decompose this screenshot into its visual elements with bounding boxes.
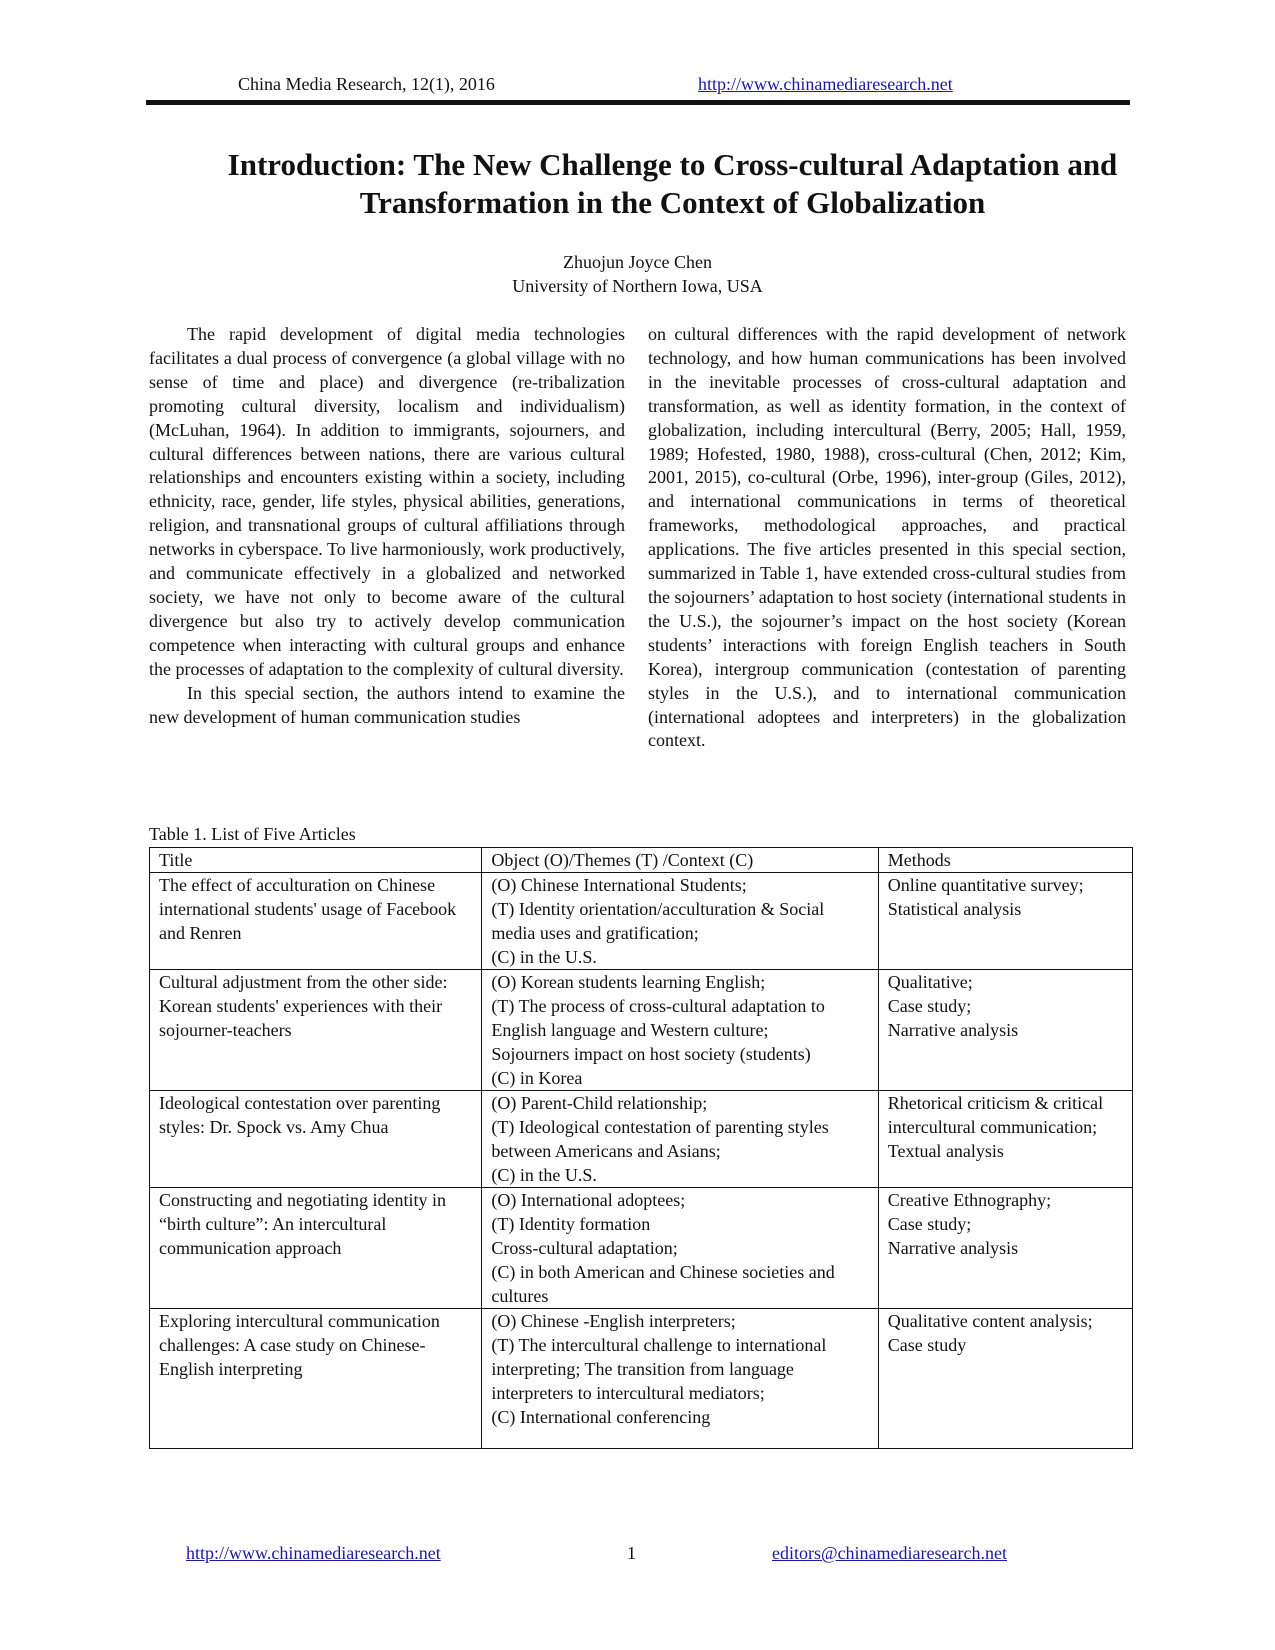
article-title-cell: Constructing and negotiating identity in “birth culture”: An intercultural communication approach [150,1188,482,1309]
object-themes-cell: (O) Parent-Child relationship; (T) Ideological contestation of parenting styles between Americans and Asians; (C) in the U.S. [482,1091,878,1188]
body-paragraph: on cultural differences with the rapid development of network technology, and how human communications has been involved in the inevitable processes of cross-cultural adaptation and transformation, as well as identity formation, in the context of globalization, including intercultural (Berry, 2005; Hall, 1959, 1989; Hofested, 1980, 1988), cross-cultural (Chen, 2012; Kim, 2001, 2015), co-cultural (Orbe, 1996), inter-group (Giles, 2012), and international communications in terms of theoretical frameworks, methodological approaches, and practical applications. The five articles presented in this special section, summarized in Table 1, have extended cross-cultural studies from the sojourners’ adaptation to host society (international students in the U.S.), the sojourner’s impact on the host society (Korean students’ interactions with foreign English teachers in South Korea), intergroup communication (contestation of parenting styles in the U.S.), and to international communication (international adoptees and interpreters) in the globalization context. [648,324,1126,751]
object-themes-cell: (O) International adoptees; (T) Identity formation Cross-cultural adaptation; (C) in both American and Chinese societies and cultures [482,1188,878,1309]
column-header: Title [150,848,482,873]
methods-cell: Rhetorical criticism & critical intercultural communication; Textual analysis [878,1091,1132,1188]
methods-cell: Qualitative content analysis; Case study [878,1309,1132,1449]
footer-link[interactable]: http://www.chinamediaresearch.net [186,1543,441,1563]
object-themes-cell: (O) Korean students learning English; (T) The process of cross-cultural adaptation to English language and Western culture; Sojourners impact on host society (students) (C) in Korea [482,970,878,1091]
methods-cell: Online quantitative survey; Statistical analysis [878,873,1132,970]
column-header: Object (O)/Themes (T) /Context (C) [482,848,878,873]
article-title: Introduction: The New Challenge to Cross-cultural Adaptation and Transformation in the Context of Globalization [227,147,1118,220]
articles-table [149,847,1133,1449]
author-block [0,250,1275,298]
footer-email-link[interactable]: editors@chinamediaresearch.net [772,1543,1007,1563]
table-row [150,970,1133,1091]
table-caption: Table 1. List of Five Articles [149,824,356,844]
object-themes-cell: (O) Chinese -English interpreters; (T) The intercultural challenge to international interpreting; The transition from language interpreters to intercultural mediators; (C) International conferencing [482,1309,878,1449]
journal-citation: China Media Research, 12(1), 2016 [238,74,495,94]
methods-cell: Creative Ethnography; Case study; Narrative analysis [878,1188,1132,1309]
page-number: 1 [627,1543,636,1563]
table-header-row [150,848,1133,873]
body-column-right [648,323,1126,753]
column-header: Methods [878,848,1132,873]
methods-cell: Qualitative; Case study; Narrative analysis [878,970,1132,1091]
body-column-left [149,323,625,729]
header-rule [146,100,1130,105]
table-row [150,873,1133,970]
running-header [140,72,1140,96]
body-paragraph: In this special section, the authors intend to examine the new development of human communication studies [149,682,625,727]
author-name: Zhuojun Joyce Chen [563,252,712,272]
body-paragraph: The rapid development of digital media technologies facilitates a dual process of convergence (a global village with no sense of time and place) and divergence (re-tribalization promoting cultural diversity, localism and individualism) (McLuhan, 1964). In addition to immigrants, sojourners, and cultural differences between nations, there are various cultural relationships and encounters existing within a society, including ethnicity, race, gender, life styles, physical abilities, generations, religion, and transnational groups of cultural affiliations through networks in cyberspace. To live harmoniously, work productively, and communicate effectively in a globalized and networked society, we have not only to become aware of the cultural divergence but also try to actively develop communication competence when interacting with cultural groups and enhance the processes of adaptation to the complexity of cultural diversity. [149,324,625,679]
article-title-cell: Cultural adjustment from the other side: Korean students' experiences with their sojourner-teachers [150,970,482,1091]
table-row [150,1188,1133,1309]
article-title-cell: Ideological contestation over parenting styles: Dr. Spock vs. Amy Chua [150,1091,482,1188]
author-affiliation: University of Northern Iowa, USA [512,276,763,296]
header-link[interactable]: http://www.chinamediaresearch.net [698,74,953,94]
article-title-cell: Exploring intercultural communication challenges: A case study on Chinese-English interpreting [150,1309,482,1449]
table-row [150,1309,1133,1449]
object-themes-cell: (O) Chinese International Students; (T) Identity orientation/acculturation & Social media uses and gratification; (C) in the U.S. [482,873,878,970]
table-row [150,1091,1133,1188]
article-title-cell: The effect of acculturation on Chinese international students' usage of Facebook and Renren [150,873,482,970]
